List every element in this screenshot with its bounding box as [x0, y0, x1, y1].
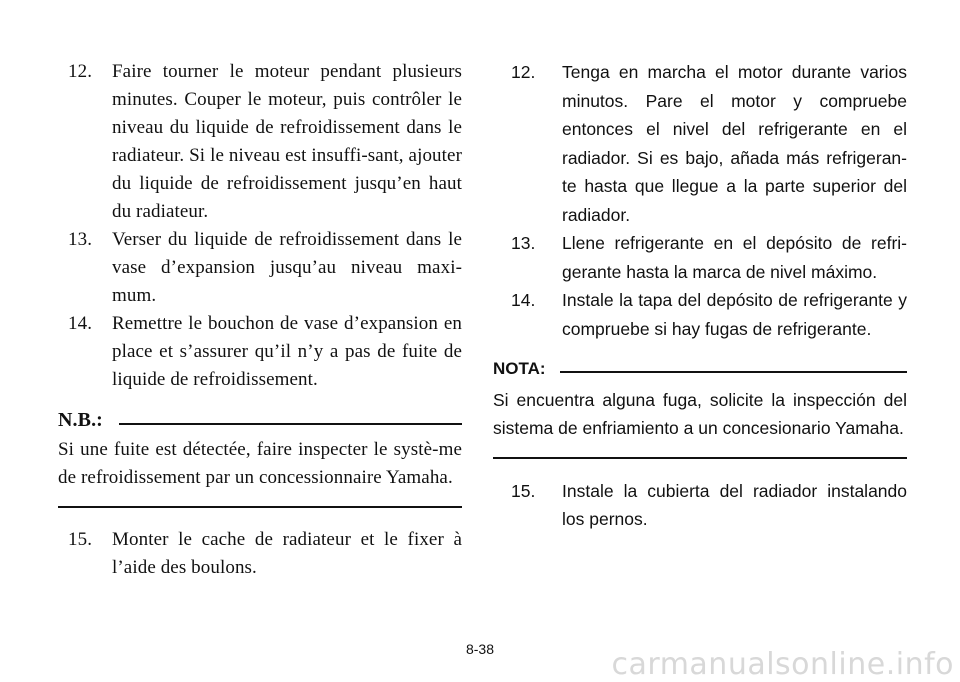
step-item — [493, 286, 907, 343]
watermark: carmanualsonline.info — [611, 647, 954, 682]
page-number: 8-38 — [465, 641, 495, 657]
step-item — [58, 310, 462, 394]
step-text: Tenga en marcha el motor durante varios minutos. Pare el motor y compruebe entonces el nivel del refrigerante en el radiador. Si es bajo, añada más refrigeran-te hasta que llegue a la parte superior del radiador. — [562, 62, 907, 225]
step-item — [493, 58, 907, 229]
step-text: Remettre le bouchon de vase d’expansion en place et s’assurer qu’il n’y a pas de fuite de liquide de refroidissement. — [112, 313, 462, 390]
step-number: 14. — [511, 290, 536, 310]
step-number: 15. — [511, 480, 536, 501]
note-rule — [119, 423, 462, 425]
note-label: NOTA: — [493, 359, 546, 378]
step-number: 15. — [68, 529, 93, 550]
note-header — [493, 355, 907, 384]
step-item — [493, 229, 907, 286]
step-text: Verser du liquide de refroidissement dans le vase d’expansion jusqu’au niveau maxi-mum. — [112, 229, 462, 306]
note-rule — [560, 371, 907, 373]
spanish-column — [493, 58, 907, 534]
step-number: 12. — [68, 61, 93, 82]
note-text: Si encuentra alguna fuga, solicite la inspección del sistema de enfriamiento a un concesionario Yamaha. — [493, 389, 907, 438]
note-label: N.B.: — [58, 409, 103, 431]
step-item — [493, 477, 907, 534]
step-number: 13. — [511, 233, 536, 253]
step-text: Instale la tapa del depósito de refrigerante y compruebe si hay fugas de refrigerante. — [562, 290, 907, 339]
step-number: 13. — [68, 229, 93, 250]
step-item — [58, 226, 462, 310]
step-item — [58, 526, 462, 582]
note-header — [58, 406, 462, 434]
step-number: 12. — [511, 62, 536, 82]
note-end-rule — [493, 457, 907, 459]
french-column — [58, 58, 462, 582]
step-item — [58, 58, 462, 226]
step-text: Monter le cache de radiateur et le fixer à l’aide des boulons. — [112, 529, 462, 578]
step-text: Instale la cubierta del radiador instalando los pernos. — [562, 480, 907, 529]
note-end-rule — [58, 506, 462, 508]
step-text: Llene refrigerante en el depósito de refri-gerante hasta la marca de nivel máximo. — [562, 233, 907, 282]
step-number: 14. — [68, 313, 93, 334]
step-text: Faire tourner le moteur pendant plusieurs minutes. Couper le moteur, puis contrôler le niveau du liquide de refroidissement dans le radiateur. Si le niveau est insuffi-sant, ajouter du liquide de refroidissement jusqu’en haut du radiateur. — [112, 61, 462, 222]
note-text: Si une fuite est détectée, faire inspecter le systè-me de refroidissement par un concessionnaire Yamaha. — [58, 439, 462, 488]
